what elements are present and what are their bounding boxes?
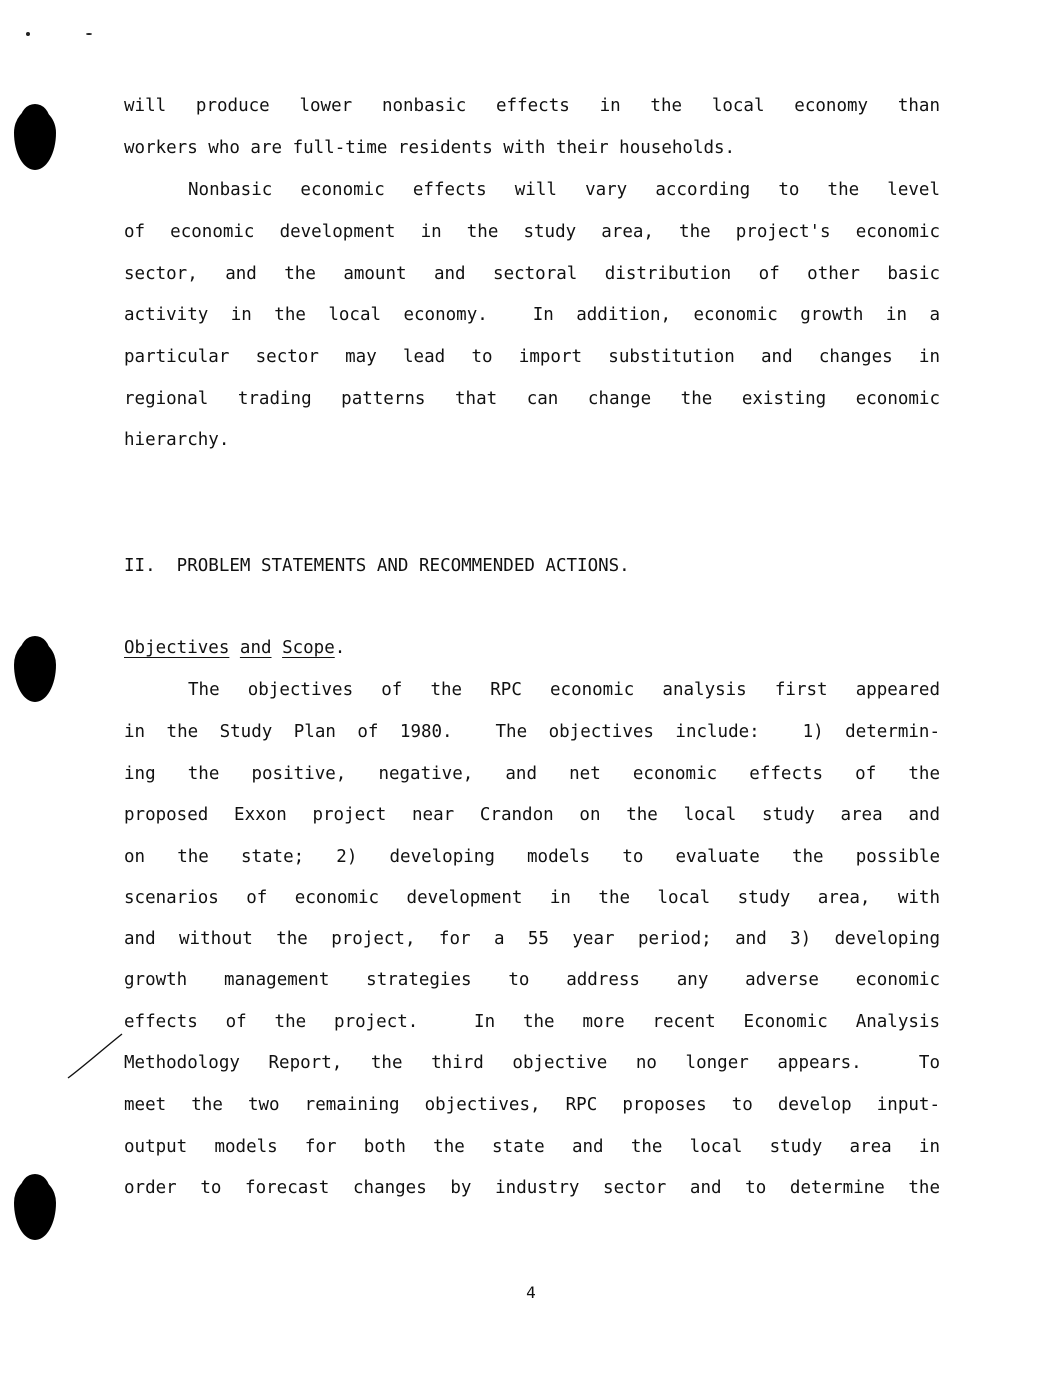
punch-hole-middle	[14, 640, 56, 702]
body-line: effects of the project. In the more recent Economic Analysis	[124, 1012, 940, 1032]
subheading-word: Objectives	[124, 638, 230, 658]
subheading-word: and	[239, 638, 272, 658]
subheading-period: .	[334, 638, 346, 658]
body-line: output models for both the state and the local study area in	[124, 1137, 940, 1157]
body-line: of economic development in the study area, the project's economic	[124, 222, 940, 242]
page-number: 4	[526, 1283, 536, 1302]
body-line: growth management strategies to address any adverse economic	[124, 970, 940, 990]
body-line: in the Study Plan of 1980. The objectives include: 1) determin-	[124, 722, 940, 742]
body-line: proposed Exxon project near Crandon on the local study area and	[124, 805, 940, 825]
body-line: Methodology Report, the third objective no longer appears. To	[124, 1053, 940, 1073]
scan-speck	[86, 33, 92, 35]
body-line: will produce lower nonbasic effects in the local economy than	[124, 96, 940, 116]
body-line: The objectives of the RPC economic analysis first appeared	[188, 680, 940, 700]
body-line: hierarchy.	[124, 430, 230, 450]
body-line: scenarios of economic development in the local study area, with	[124, 888, 940, 908]
subheading	[124, 637, 345, 659]
punch-hole-top	[14, 108, 56, 170]
subheading-word: Scope	[282, 638, 335, 658]
body-line: on the state; 2) developing models to evaluate the possible	[124, 847, 940, 867]
scan-speck	[26, 32, 30, 36]
section-heading: II. PROBLEM STATEMENTS AND RECOMMENDED ACTIONS.	[124, 556, 630, 576]
body-line: Nonbasic economic effects will vary according to the level	[188, 180, 940, 200]
punch-hole-bottom	[14, 1178, 56, 1240]
body-line: activity in the local economy. In addition, economic growth in a	[124, 305, 940, 325]
body-line: and without the project, for a 55 year period; and 3) developing	[124, 929, 940, 949]
margin-pen-mark	[66, 1030, 126, 1082]
body-line: particular sector may lead to import substitution and changes in	[124, 347, 940, 367]
body-line: sector, and the amount and sectoral distribution of other basic	[124, 264, 940, 284]
body-line: workers who are full-time residents with their households.	[124, 138, 736, 158]
body-line: ing the positive, negative, and net economic effects of the	[124, 764, 940, 784]
body-line: order to forecast changes by industry sector and to determine the	[124, 1178, 940, 1198]
body-line: meet the two remaining objectives, RPC proposes to develop input-	[124, 1095, 940, 1115]
body-line: regional trading patterns that can change the existing economic	[124, 389, 940, 409]
